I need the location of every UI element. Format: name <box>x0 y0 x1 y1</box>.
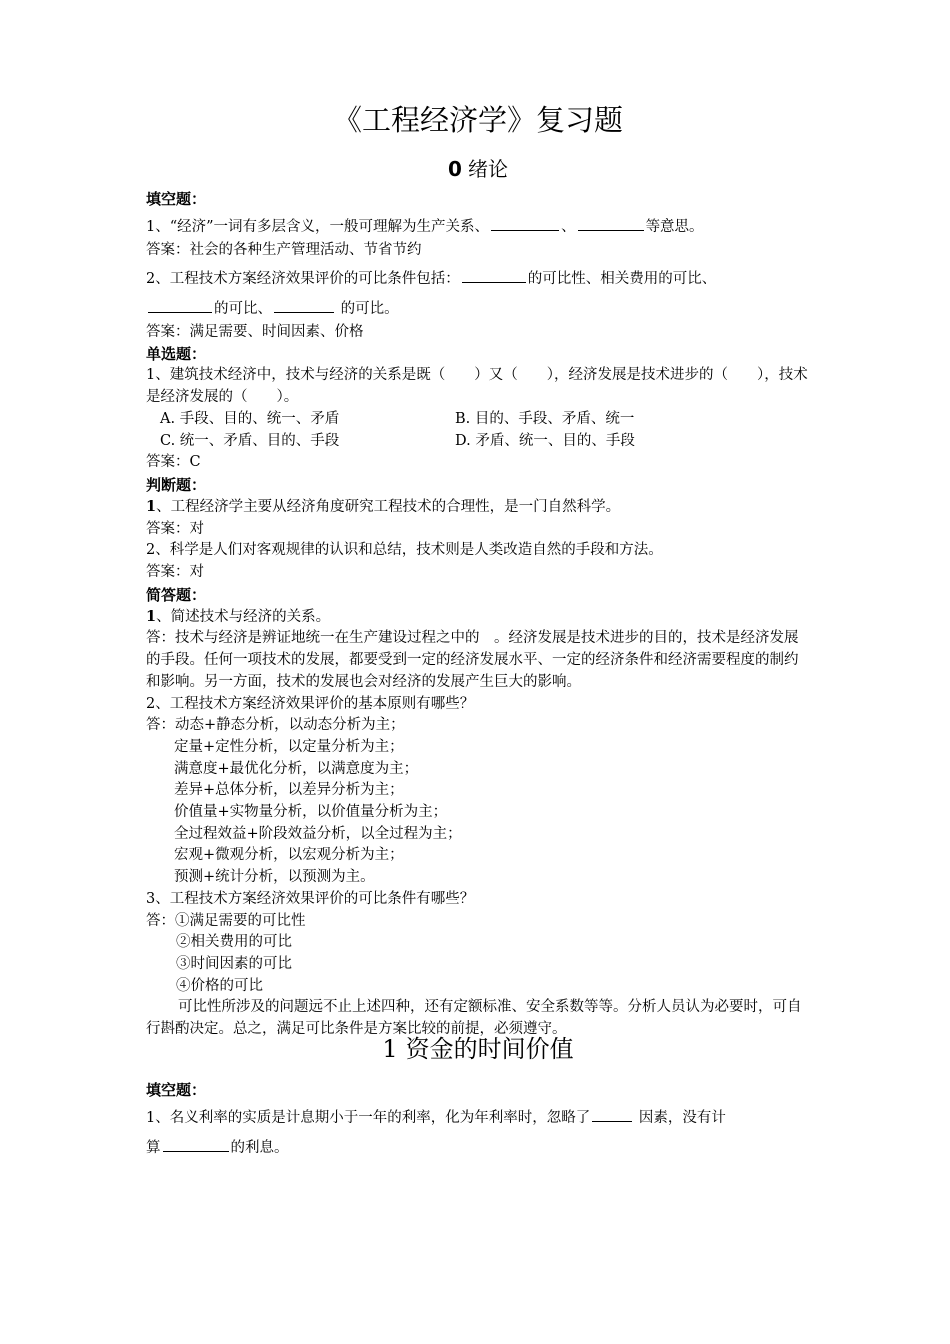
blank-5 <box>274 297 334 313</box>
fill-question-1: 1、“经济”一词有多层含义，一般可理解为生产关系、 、 等意思。 <box>146 212 810 242</box>
judge-question-1: 1、工程经济学主要从经济角度研究工程技术的合理性，是一门自然科学。 <box>146 497 621 515</box>
judge-answer-2: 答案：对 <box>146 564 204 581</box>
single-choice-heading: 单选题： <box>146 345 207 364</box>
short-answer-3-tail: 可比性所涉及的问题远不止上述四种，还有定额标准、安全系数等等。分析人员认为必要时，可自行斟酌决定。总之，满足可比条件是方案比较的前提，必须遵守。 <box>146 999 802 1038</box>
short-question-2: 2、工程技术方案经济效果评价的基本原则有哪些？ <box>146 695 475 712</box>
short-answer-3-line-1: 答：①满足需要的可比性 <box>146 912 306 929</box>
short-answer-heading: 简答题： <box>146 585 207 604</box>
chapter-1-fill-heading: 填空题： <box>146 1080 207 1099</box>
option-d: D. 矛盾、统一、目的、手段 <box>455 432 635 449</box>
short-answer-2-line-4: 差异+总体分析，以差异分析为主； <box>174 782 404 799</box>
judge-answer-1: 答案：对 <box>146 520 204 537</box>
short-answer-2-line-6: 全过程效益+阶段效益分析，以全过程为主； <box>174 825 462 842</box>
single-choice-answer: 答案：C <box>146 454 201 471</box>
blank-1 <box>491 215 559 231</box>
short-question-1: 1、简述技术与经济的关系。 <box>146 607 331 625</box>
short-answer-2-line-2: 定量+定性分析，以定量分析为主； <box>174 738 404 755</box>
option-a: A. 手段、目的、统一、矛盾 <box>160 410 340 427</box>
fill-heading: 填空题： <box>146 190 207 208</box>
document-title: 《工程经济学》复习题 <box>332 103 623 137</box>
fill-answer-2: 答案：满足需要、时间因素、价格 <box>146 323 364 340</box>
short-answer-2-line-1: 答：动态+静态分析，以动态分析为主； <box>146 717 405 734</box>
short-answer-3-line-2: ②相关费用的可比 <box>176 934 292 951</box>
single-choice-options <box>146 409 810 452</box>
short-answer-2-line-7: 宏观+微观分析，以宏观分析为主； <box>174 847 404 864</box>
document-page <box>146 100 810 1161</box>
short-question-3: 3、工程技术方案经济效果评价的可比条件有哪些？ <box>146 890 475 907</box>
blank-7 <box>163 1136 229 1152</box>
option-c: C. 统一、矛盾、目的、手段 <box>160 432 340 449</box>
short-answer-2-line-5: 价值量+实物量分析，以价值量分析为主； <box>174 804 448 821</box>
judge-question-2: 2、科学是人们对客观规律的认识和总结，技术则是人类改造自然的手段和方法。 <box>146 542 663 559</box>
blank-4 <box>148 297 212 313</box>
short-answer-1: 答：技术与经济是辨证地统一在生产建设过程之中的 。经济发展是技术进步的目的，技术是经济发展的手段。任何一项技术的发展，都要受到一定的经济发展水平、一定的经济条件和经济需要程度的制约和影响。另一方面，技术的发展也会对经济的发展产生巨大的影响。 <box>146 630 799 690</box>
chapter-1-fill-question-line-1: 1、名义利率的实质是计息期小于一年的利率，化为年利率时，忽略了 因素，没有计 <box>146 1103 810 1133</box>
short-answer-2-line-3: 满意度+最优化分析，以满意度为主； <box>174 760 419 777</box>
blank-2 <box>578 215 644 231</box>
blank-6 <box>592 1106 632 1122</box>
short-answer-3-line-3: ③时间因素的可比 <box>176 955 292 972</box>
fill-answer-1: 答案：社会的各种生产管理活动、节省节约 <box>146 242 422 258</box>
blank-3 <box>462 267 526 283</box>
chapter-0-number: 0 <box>448 157 462 181</box>
chapter-1-name: 资金的时间价值 <box>405 1034 574 1063</box>
short-answer-3-line-4: ④价格的可比 <box>176 977 263 994</box>
chapter-1-number: 1 <box>382 1034 398 1063</box>
chapter-1-fill-question-line-2: 算 的利息。 <box>146 1133 810 1163</box>
short-answer-2-line-8: 预测+统计分析，以预测为主。 <box>174 869 375 886</box>
single-choice-question: 1、建筑技术经济中，技术与经济的关系是既（ ）又（ ），经济发展是技术进步的（ ），技术是经济发展的（ ）。 <box>146 367 808 406</box>
judge-heading: 判断题： <box>146 475 207 494</box>
fill-question-2-line-2: 的可比、 的可比。 <box>146 294 810 324</box>
option-b: B. 目的、手段、矛盾、统一 <box>455 410 635 427</box>
fill-question-2-line-1: 2、工程技术方案经济效果评价的可比条件包括： 的可比性、相关费用的可比、 <box>146 264 810 294</box>
chapter-0-name: 绪论 <box>467 157 508 181</box>
chapter-0-heading <box>146 154 810 184</box>
